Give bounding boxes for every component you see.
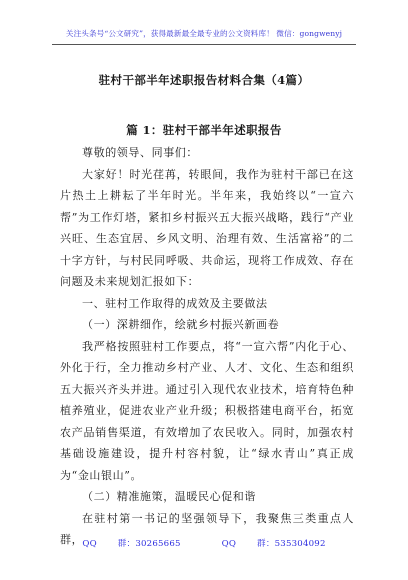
salutation: 尊敬的领导、同事们：	[82, 146, 198, 159]
footer-qq-group-1: QQ 群：30265665	[82, 539, 181, 549]
heading-level-2: （二）精准施策，温暖民心促和谐	[82, 490, 256, 503]
paragraph-intro: 大家好！时光荏苒，转眼间，我作为驻村干部已在这片热土上耕耘了半年时光。半年来，我始终以“一宣六帮”为工作灯塔，紧扣乡村振兴五大振兴战略，践行“产业兴旺、生态宜居、乡风文明、治理有效、生活富裕”的二十字方针，与村民同呼吸、共命运，现将工作成效、存在问题及未来规划汇报如下：	[60, 167, 354, 288]
footer-qq-group-2: QQ 群：535304092	[221, 539, 326, 549]
heading-level-1: 一、驻村工作取得的成效及主要做法	[82, 296, 268, 310]
document-body	[60, 142, 354, 551]
header-divider	[52, 44, 356, 45]
heading-level-2: （一）深耕细作，绘就乡村振兴新画卷	[82, 318, 280, 331]
section-title: 篇 1：驻村干部半年述职报告	[126, 123, 282, 137]
footer	[0, 537, 408, 549]
paragraph-body: 我严格按照驻村工作要点，将“一宣六帮”内化于心、外化于行，全力推动乡村产业、人才、文化、生态和组织五大振兴齐头并进。通过引入现代农业技术，培育特色种植养殖业，促进农业产业升级；积极搭建电商平台，拓宽农产品销售渠道，有效增加了农民收入。同时，加强农村基础设施建设，提升村容村貌，让“绿水青山”真正成为“金山银山”。	[60, 339, 354, 482]
paragraph-body: 在驻村第一书记的坚强领导下，我聚焦三类重点人群，	[60, 511, 354, 546]
header-banner: 关注头条号“公文研究”，获得最新最全最专业的公文资料库！ 微信：gongwenyj	[65, 29, 343, 38]
document-title: 驻村干部半年述职报告材料合集（4篇）	[98, 73, 310, 87]
